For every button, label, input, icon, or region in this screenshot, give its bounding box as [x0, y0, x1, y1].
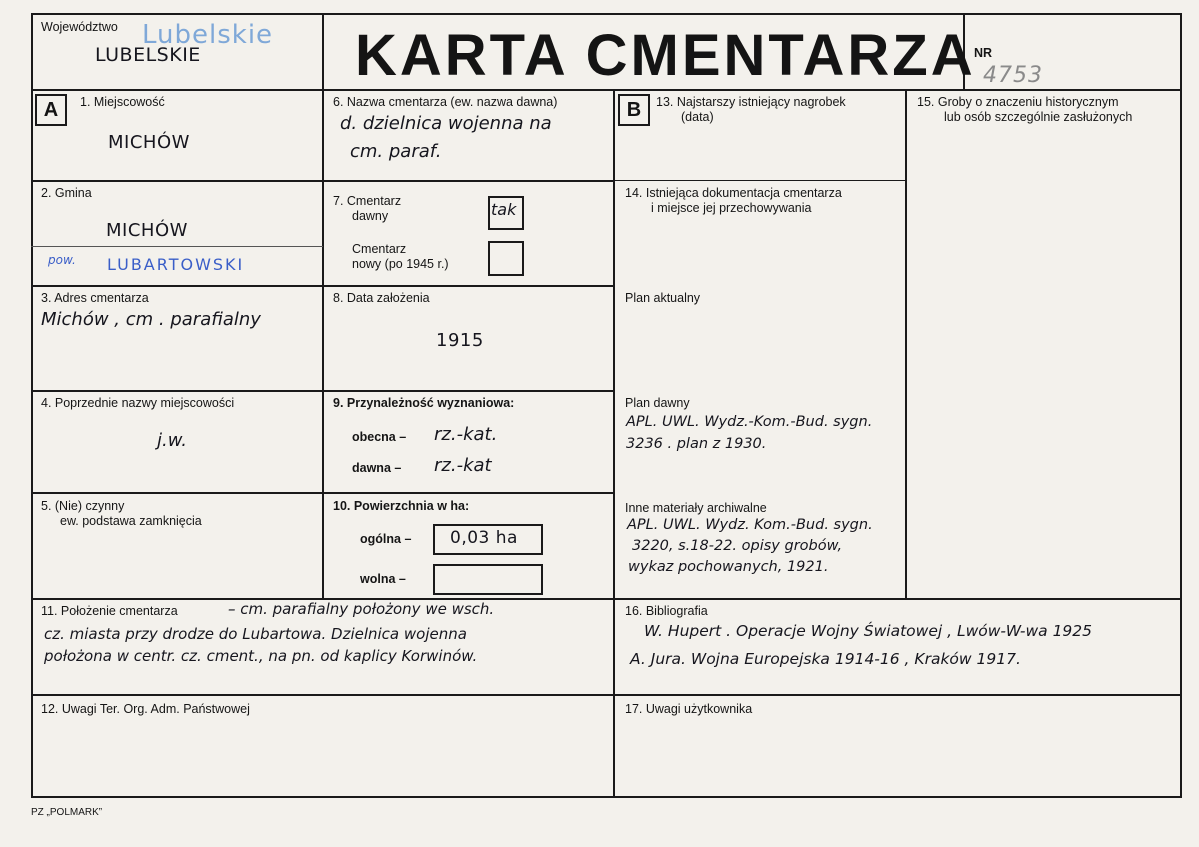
field-14-label-line2: i miejsce jej przechowywania — [651, 201, 812, 215]
field-7-new-checkbox — [488, 241, 524, 276]
field-17-label: 17. Uwagi użytkownika — [625, 702, 753, 716]
field-2-label: 2. Gmina — [41, 186, 92, 200]
field-11-line2: cz. miasta przy drodze do Lubartowa. Dzielnica wojenna — [44, 625, 467, 643]
field-15-label-line1: 15. Groby o znaczeniu historycznym — [917, 95, 1119, 109]
field-9-current-label: obecna – — [352, 430, 407, 444]
field-11-line3: położona w centr. cz. cment., na pn. od kaplicy Korwinów. — [44, 647, 478, 665]
field-7-old-value: tak — [491, 200, 517, 219]
row-line-b1 — [615, 180, 905, 181]
frame-top — [31, 13, 1182, 15]
row-line-a6 — [31, 598, 1182, 600]
voivodeship-value: LUBELSKIE — [95, 44, 201, 66]
other-materials-label: Inne materiały archiwalne — [625, 501, 767, 515]
frame-left — [31, 13, 33, 798]
field-5-label-line1: 5. (Nie) czynny — [41, 499, 125, 513]
field-9-label: 9. Przynależność wyznaniowa: — [333, 396, 515, 410]
nr-label: NR — [974, 46, 993, 60]
section-b-letter: B — [618, 94, 650, 126]
nr-value: 4753 — [983, 63, 1043, 88]
field-1-label: 1. Miejscowość — [80, 95, 165, 109]
field-10-free-box — [433, 564, 543, 595]
header-divider — [31, 89, 1182, 91]
printer-mark: PZ „POLMARK” — [31, 807, 103, 818]
field-3-value: Michów , cm . parafialny — [41, 309, 261, 330]
col-divider-b1 — [905, 89, 907, 600]
field-5-label-line2: ew. podstawa zamknięcia — [60, 514, 202, 528]
plan-old-line1: APL. UWL. Wydz.-Kom.-Bud. sygn. — [626, 414, 873, 430]
field-13-label-line1: 13. Najstarszy istniejący nagrobek — [656, 95, 846, 109]
field-9-former-value: rz.-kat — [434, 455, 492, 476]
field-6-label: 6. Nazwa cmentarza (ew. nazwa dawna) — [333, 95, 558, 109]
plan-old-label: Plan dawny — [625, 396, 690, 410]
col-divider-mid — [613, 89, 615, 798]
field-6-value-line1: d. dzielnica wojenna na — [340, 113, 552, 134]
row-line-a5 — [31, 492, 615, 494]
field-14-label-line1: 14. Istniejąca dokumentacja cmentarza — [625, 186, 842, 200]
other-materials-line2: 3220, s.18-22. opisy grobów, — [632, 538, 843, 554]
field-4-value: j.w. — [157, 430, 188, 451]
row-line-a4 — [31, 390, 615, 392]
field-9-current-value: rz.-kat. — [434, 424, 498, 445]
field-16-label: 16. Bibliografia — [625, 604, 708, 618]
voivodeship-label: Województwo — [41, 20, 118, 34]
field-2-pow-value: LUBARTOWSKI — [107, 255, 245, 274]
field-12-label: 12. Uwagi Ter. Org. Adm. Państwowej — [41, 702, 250, 716]
frame-bottom — [31, 796, 1182, 798]
row-line-a7 — [31, 694, 1182, 696]
row-line-a3 — [31, 285, 615, 287]
other-materials-line3: wykaz pochowanych, 1921. — [628, 559, 829, 575]
field-4-label: 4. Poprzednie nazwy miejscowości — [41, 396, 235, 410]
field-6-value-line2: cm. paraf. — [350, 141, 442, 162]
field-1-value: MICHÓW — [108, 132, 190, 153]
field-10-label: 10. Powierzchnia w ha: — [333, 499, 470, 513]
other-materials-line1: APL. UWL. Wydz. Kom.-Bud. sygn. — [627, 517, 873, 533]
field-3-label: 3. Adres cmentarza — [41, 291, 149, 305]
frame-right — [1180, 13, 1182, 798]
field-10-total-label: ogólna – — [360, 532, 412, 546]
field-11-line1: – cm. parafialny położony we wsch. — [228, 600, 495, 618]
field-10-total-value: 0,03 ha — [450, 528, 518, 548]
field-15-label-line2: lub osób szczególnie zasłużonych — [944, 110, 1133, 124]
plan-old-line2: 3236 . plan z 1930. — [626, 436, 767, 452]
plan-current-label: Plan aktualny — [625, 291, 701, 305]
field-7-old-label-line2: dawny — [352, 209, 389, 223]
voivodeship-stamp: Lubelskie — [142, 20, 274, 50]
field-2-value: MICHÓW — [106, 220, 188, 241]
field-2-pow-label: pow. — [48, 253, 76, 267]
header-col-1 — [322, 13, 324, 91]
field-13-label-line2: (data) — [681, 110, 714, 124]
field-16-line1: W. Hupert . Operacje Wojny Światowej , Lwów-W-wa 1925 — [644, 622, 1093, 640]
field-7-new-label-line1: Cmentarz — [352, 242, 407, 256]
row-line-a1 — [31, 180, 615, 182]
field-7-old-label-line1: 7. Cmentarz — [333, 194, 402, 208]
section-a-letter: A — [35, 94, 67, 126]
page-title: KARTA CMENTARZA — [355, 23, 976, 88]
field-16-line2: A. Jura. Wojna Europejska 1914-16 , Kraków 1917. — [630, 650, 1021, 668]
col-divider-a1 — [322, 89, 324, 600]
row-line-a2-inner — [31, 246, 323, 247]
field-8-value: 1915 — [436, 330, 484, 351]
field-7-new-label-line2: nowy (po 1945 r.) — [352, 257, 449, 271]
field-10-free-label: wolna – — [360, 572, 406, 586]
field-8-label: 8. Data założenia — [333, 291, 430, 305]
field-9-former-label: dawna – — [352, 461, 402, 475]
field-11-label: 11. Położenie cmentarza — [41, 604, 178, 618]
